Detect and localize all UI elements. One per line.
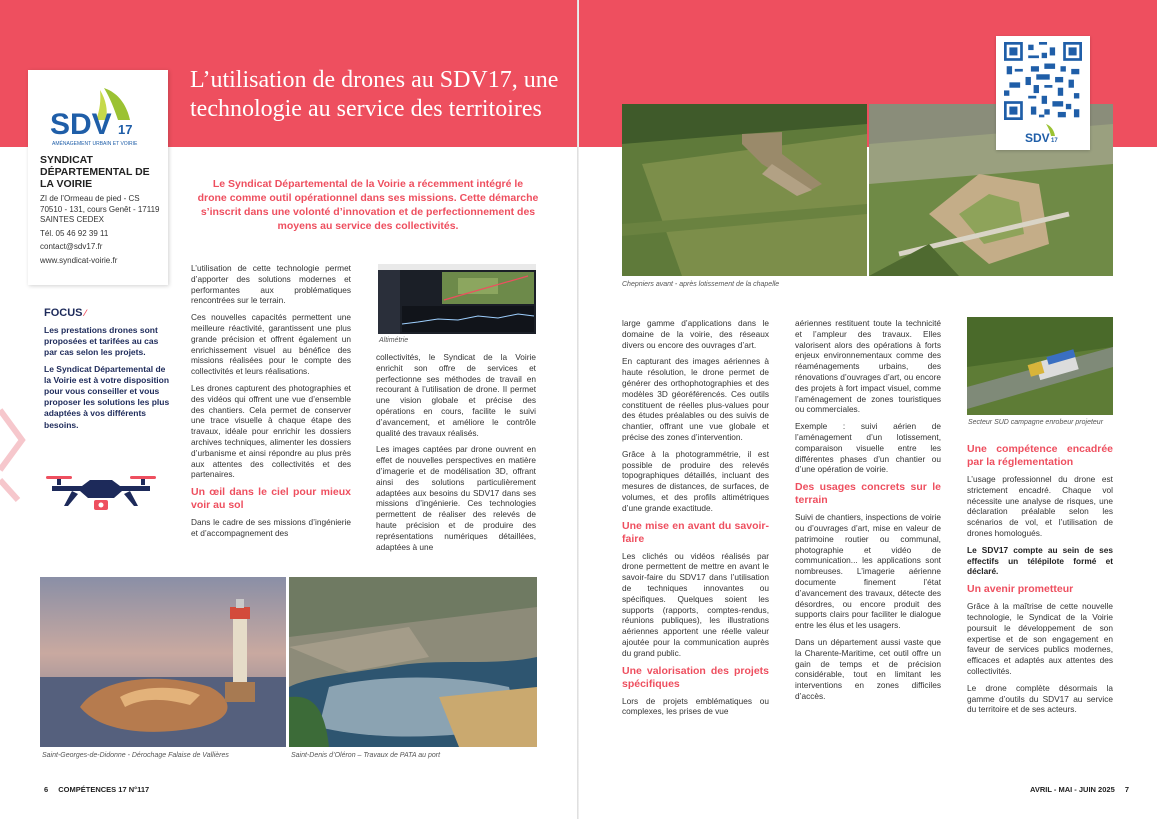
enrobeur-photo bbox=[967, 317, 1113, 415]
org-name: SYNDICAT DÉPARTEMENTAL DE LA VOIRIE bbox=[40, 154, 150, 190]
email-link[interactable]: contact@sdv17.fr bbox=[40, 242, 103, 251]
text-column-3: large gamme d’applications dans le domaine de la voirie, des réseaux divers ou encore des ouvrages d’art. En capturant des images aériennes à haute résolution, le drone permet de générer des orthophotographies et des modèles 3D géoréférencés. Ces outils constituent de réelles plus-values pour des études préalables ou des suivis de chantier, offrant une vue globale et précise des zones d’intervention. Grâce à la photogrammétrie, il est possible de produire des relevés topographiques détaillés, incluant des mesures de distances, de surfaces, de volumes, et des profils altimétriques d’une grande exactitude. Une mise en avant du savoir-faire Les clichés ou vidéos réalisés par drone permettent de mettre en avant le savoir-faire du SDV17 dans l’utilisation de techniques innovantes ou spécifiques. Quelques soient les supports (rapports, comptes-rendus, réunions publiques), les illustrations aériennes apportent une réelle valeur ajoutée pour la communication auprès du grand public. Une valorisation des projets spécifiques Lors de projets emblématiques ou complexes, les prises de vue bbox=[622, 318, 769, 717]
photo-caption-right: Saint-Denis d’Oléron – Travaux de PATA au port bbox=[291, 752, 441, 759]
focus-spark-icon: ⁄ bbox=[84, 308, 87, 318]
svg-text:17: 17 bbox=[1051, 138, 1058, 144]
svg-text:AMÉNAGEMENT URBAIN ET VOIRIE: AMÉNAGEMENT URBAIN ET VOIRIE bbox=[52, 141, 138, 147]
article-intro: Le Syndicat Départemental de la Voirie a récemment intégré le drone comme outil opérationnel dans ses missions. Cette démarche s’inscrit dans une volonté d’innovation et de perfectionnement des moyens au service des collectivités. bbox=[197, 178, 539, 232]
section-heading: Une valorisation des projets spécifiques bbox=[622, 664, 769, 690]
address: ZI de l’Ormeau de pied - CS 70510 - 131, cours Genêt - 17119 SAINTES CEDEX bbox=[40, 194, 160, 224]
harbour-photo bbox=[289, 577, 537, 747]
focus-text: Les prestations drones sont proposées et tarifées au cas par cas selon les projets. Le Syndicat Départemental de la Voirie est à votre disposition pour vous conseiller et vous proposer les solutions les plus adaptées à vos différents besoins. bbox=[44, 325, 170, 430]
svg-text:SDV: SDV bbox=[50, 108, 112, 141]
qr-sdv17-logo bbox=[1024, 122, 1062, 146]
text-column-1: L’utilisation de cette technologie permet d’apporter des solutions modernes et performantes aux problématiques rencontrées sur le terrain. Ces nouvelles capacités permettent une meilleure réactivité, garantissent une plus grande précision et offrent également un enrichissement visuel au bénéfice des missions réalisées pour le compte des collectivités et leurs réalisations. Les drones capturent des photographies et des vidéos qui offrent une vue d’ensemble des chantiers. Cela permet de conserver une trace visuelle à chaque étape des travaux, idéale pour enrichir les dossiers archives techniques, alimenter les dossiers d’urbanisme et ainsi répondre au plus près aux attentes des collectivités et des partenaires. Un œil dans le ciel pour mieux voir au sol Dans le cadre de ses missions d’ingénierie et d’accompagnement des bbox=[191, 263, 351, 538]
website-link[interactable]: www.syndicat-voirie.fr bbox=[40, 255, 118, 265]
qr-code-card[interactable] bbox=[996, 36, 1090, 150]
magazine-issue: COMPÉTENCES 17 N°117 bbox=[58, 785, 150, 794]
page-number-right: 7 bbox=[1124, 785, 1130, 794]
article-title: L’utilisation de drones au SDV17, une technologie au service des territoires bbox=[190, 67, 559, 122]
text-column-4: aériennes restituent toute la technicité et l’ampleur des travaux. Elles valorisent alors des opérations à forts enjeux environnementaux comme des réaménagements urbains, des rénovations d’ouvrages d’art, ou encore des projets à fort impact visuel, comme l’aménagement de zones touristiques ou commerciales. Exemple : suivi aérien de l’aménagement d’un lotissement, comparaison visuelle entre les différentes phases d’un chantier ou d’une opération de voirie. Des usages concrets sur le terrain Suivi de chantiers, inspections de voirie ou d’ouvrages d’art, mise en valeur de patrimoine routier ou communal, photographie et vidéo de communication... les applications sont nombreuses. L’imagerie aérienne documente finement l’état d’avancement des travaux, détecte des désordres, ou encore produit des supports clairs pour faciliter le dialogue entre les élus et les usagers. Dans un département aussi vaste que la Charente-Maritime, cet outil offre un gain de temps et de précision considérable, tout en limitant les interventions en zones difficiles d’accès. bbox=[795, 318, 941, 701]
decorative-arc bbox=[0, 400, 30, 510]
text-column-5: Une compétence encadrée par la réglementation L’usage professionnel du drone est strictement encadré. Chaque vol nécessite une analyse de risques, une déclaration préalable selon les scénarios de vol, et l’utilisation de drones homologués. Le SDV17 compte au sein de ses effectifs un télépilote formé et déclaré. Un avenir prometteur Grâce à la maîtrise de cette nouvelle technologie, le Syndicat de la Voirie poursuit le développement de son expertise et de son engagement en faveur de services publics modernes, efficaces et adaptés aux attentes des collectivités. Le drone complète désormais la gamme d’outils du SDV17 au service du territoire et de ses acteurs. bbox=[967, 443, 1113, 715]
lotissement-before-photo bbox=[622, 104, 867, 276]
enrobeur-caption: Secteur SUD campagne enrobeur projeteur bbox=[968, 419, 1104, 426]
page-number-left: 6 bbox=[44, 785, 49, 794]
focus-heading: FOCUS ⁄ bbox=[44, 307, 87, 319]
footer-right bbox=[1030, 785, 1129, 794]
section-heading: Une mise en avant du savoir-faire bbox=[622, 519, 769, 545]
altimetry-screenshot bbox=[378, 264, 536, 334]
issue-date: AVRIL - MAI - JUIN 2025 bbox=[1030, 785, 1115, 794]
drone-icon bbox=[42, 470, 160, 516]
contact-info bbox=[40, 194, 162, 269]
section-heading: Une compétence encadrée par la réglementation bbox=[967, 443, 1113, 468]
text-column-2: collectivités, le Syndicat de la Voirie enrichit son offre de services et perfectionne ses méthodes de travail en recourant à l’utilisation de drone. Il permet une vision globale et précise des opérations en cours, facilite le suivi d’avancement, et améliore le contrôle qualité des travaux réalisés. Les images captées par drone ouvrent en effet de nouvelles perspectives en matière d’imagerie et de modélisation 3D, offrant ainsi des solutions particulièrement adaptées aux besoins du SDV17 dans ses missions d’ingénierie. Ces technologies permettent de réaliser des relevés de haute précision et de produire des représentations numériques détaillées, adaptées à une bbox=[376, 352, 536, 552]
page-gutter bbox=[577, 0, 579, 819]
sdv17-logo bbox=[44, 80, 152, 150]
section-heading: Un œil dans le ciel pour mieux voir au sol bbox=[191, 486, 351, 512]
qr-code-icon bbox=[1004, 42, 1082, 120]
lighthouse-photo bbox=[40, 577, 286, 747]
phone: Tél. 05 46 92 39 11 bbox=[40, 228, 109, 238]
top-photos-caption: Chepniers avant - après lotissement de la chapelle bbox=[622, 281, 780, 288]
section-heading: Un avenir prometteur bbox=[967, 583, 1074, 596]
screenshot-caption: Altimétrie bbox=[379, 337, 409, 344]
svg-text:SDV: SDV bbox=[1025, 131, 1050, 145]
footer-left bbox=[44, 785, 149, 794]
section-heading: Des usages concrets sur le terrain bbox=[795, 481, 941, 507]
photo-caption-left: Saint-Georges-de-Didonne - Dérochage Falaise de Vallières bbox=[42, 752, 229, 759]
svg-text:17: 17 bbox=[118, 122, 133, 137]
